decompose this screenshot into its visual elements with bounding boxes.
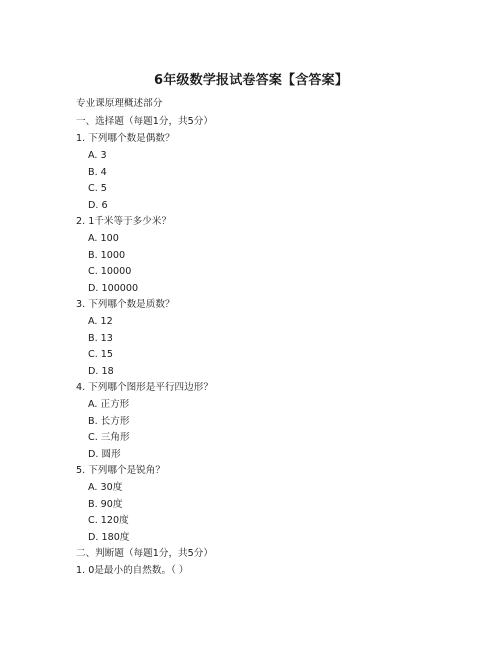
question-2-text: 2. 1千米等于多少米？ — [76, 216, 172, 227]
question-1-option-b: B. 4 — [88, 167, 107, 178]
question-1-option-a: A. 3 — [88, 150, 107, 161]
question-3-option-b: B. 13 — [88, 333, 113, 344]
section2-heading: 二、判断题（每题1分，共5分） — [76, 548, 213, 559]
question-1-option-d: D. 6 — [88, 200, 108, 211]
question-4-option-c: C. 三角形 — [88, 432, 130, 443]
question-3-option-c: C. 15 — [88, 349, 114, 360]
question-1-option-c: C. 5 — [88, 183, 107, 194]
question-4-option-d: D. 圆形 — [88, 449, 121, 460]
question-3-option-a: A. 12 — [88, 316, 113, 327]
question-5-option-c: C. 120度 — [88, 515, 129, 526]
section1-heading: 一、选择题（每题1分，共5分） — [76, 116, 213, 127]
question-5-option-d: D. 180度 — [88, 532, 130, 543]
question-2-option-c: C. 10000 — [88, 266, 132, 277]
question-4-option-b: B. 长方形 — [88, 416, 130, 427]
question-4-text: 4. 下列哪个图形是平行四边形？ — [76, 382, 213, 393]
question-3-text: 3. 下列哪个数是质数？ — [76, 299, 175, 310]
question-5-option-a: A. 30度 — [88, 482, 123, 493]
question-5-option-b: B. 90度 — [88, 499, 123, 510]
judge-question-1-text: 1. 0是最小的自然数。（ ） — [76, 565, 189, 576]
document-subtitle: 专业课原理概述部分 — [76, 98, 163, 109]
question-2-option-d: D. 100000 — [88, 283, 139, 294]
question-5-text: 5. 下列哪个是锐角？ — [76, 465, 165, 476]
question-3-option-d: D. 18 — [88, 366, 114, 377]
question-2-option-a: A. 100 — [88, 233, 119, 244]
question-4-option-a: A. 正方形 — [88, 399, 130, 410]
question-1-text: 1. 下列哪个数是偶数？ — [76, 133, 175, 144]
question-2-option-b: B. 1000 — [88, 250, 126, 261]
document-title: 6年级数学报试卷答案【含答案】 — [153, 73, 349, 88]
